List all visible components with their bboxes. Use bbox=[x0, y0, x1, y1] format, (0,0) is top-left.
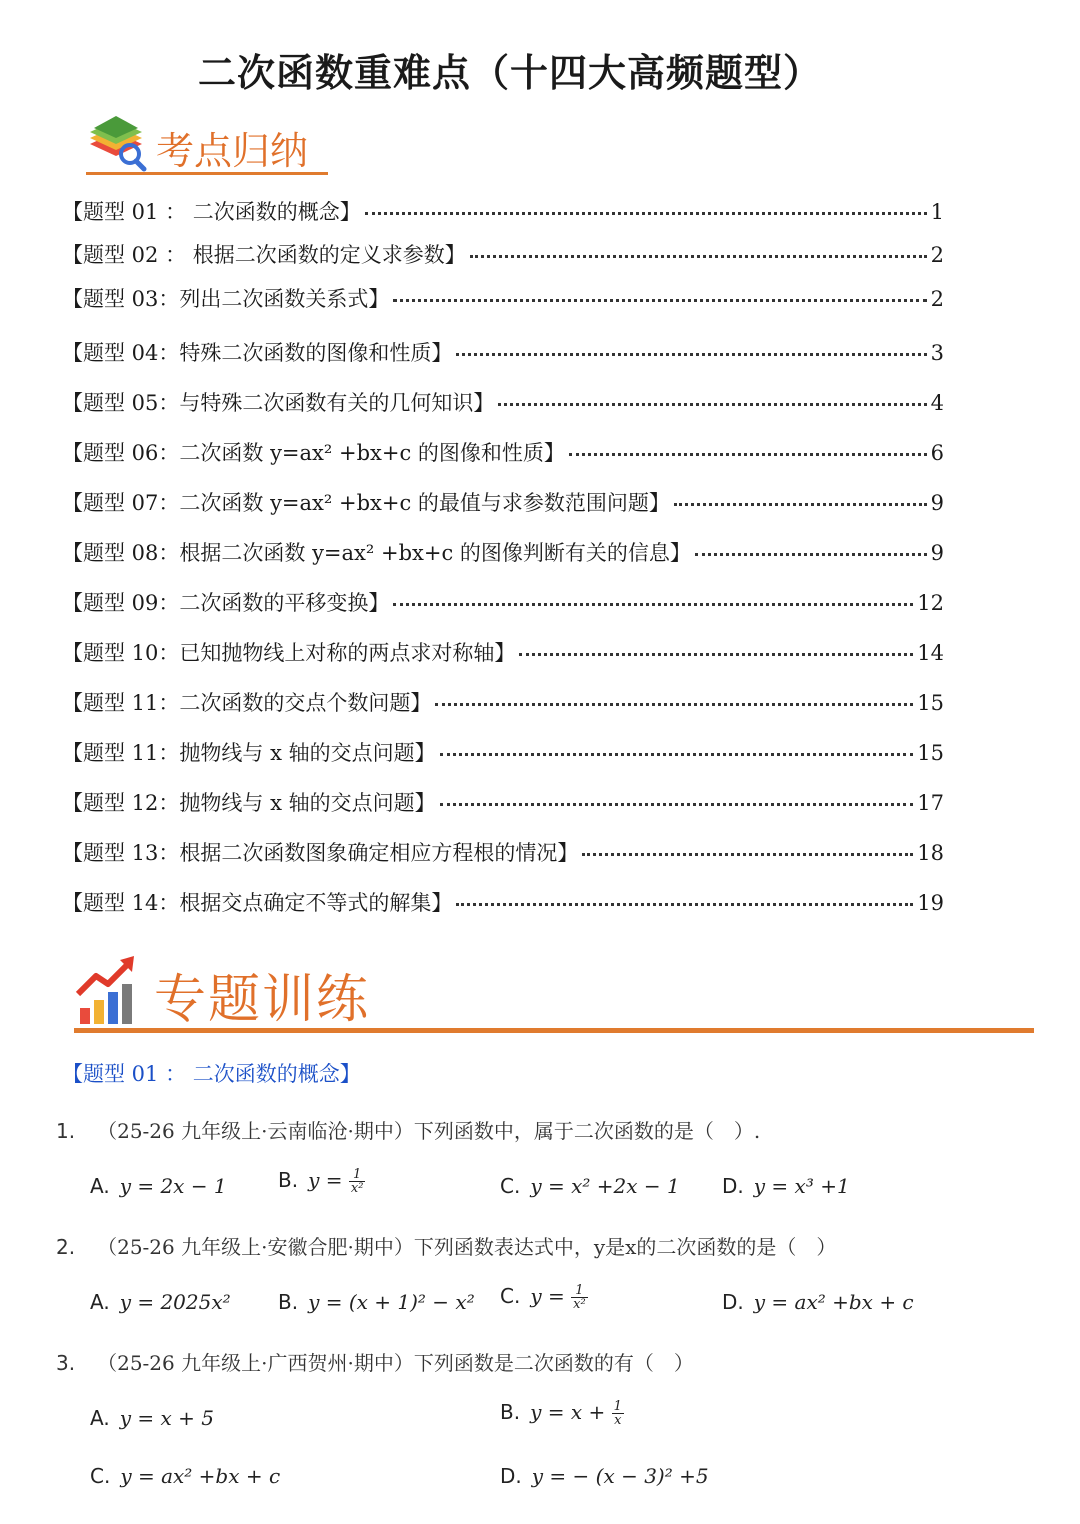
option-3b: B. y = x + $\frac{1}{x}$ bbox=[500, 1399, 622, 1428]
toc-page-number: 2 bbox=[930, 243, 944, 267]
toc-entry[interactable] bbox=[62, 239, 944, 269]
toc-page-number: 1 bbox=[930, 200, 944, 224]
toc-page-number: 17 bbox=[917, 791, 944, 815]
books-magnifier-icon bbox=[86, 114, 148, 172]
toc-entry-title: 【题型 03：列出二次函数关系式】 bbox=[62, 287, 390, 311]
fraction: $\frac{1}{x}$ bbox=[613, 1399, 622, 1428]
question-number: 3. bbox=[56, 1351, 76, 1375]
section-title-summary: 考点归纳 bbox=[156, 129, 309, 173]
toc-entry[interactable] bbox=[62, 437, 944, 467]
toc-page-number: 9 bbox=[930, 491, 944, 515]
option-3a: A. y = x + 5 bbox=[90, 1406, 214, 1430]
toc-entry-title: 【题型 12：抛物线与 x 轴的交点问题】 bbox=[62, 791, 436, 815]
toc-leader-dots bbox=[435, 703, 913, 706]
toc-entry[interactable] bbox=[62, 637, 944, 667]
toc-entry-title: 【题型 11：抛物线与 x 轴的交点问题】 bbox=[62, 741, 436, 765]
option-1b: B. y = $\frac{1}{\text{x²}}$ bbox=[278, 1167, 364, 1196]
toc-entry[interactable] bbox=[62, 387, 944, 417]
toc-entry-title: 【题型 06：二次函数 y=ax² +bx+c 的图像和性质】 bbox=[62, 441, 565, 465]
toc-entry-title: 【题型 08：根据二次函数 y=ax² +bx+c 的图像判断有关的信息】 bbox=[62, 541, 691, 565]
toc-page-number: 9 bbox=[930, 541, 944, 565]
option-3c: C. y = ax² +bx + c bbox=[90, 1464, 281, 1488]
toc-leader-dots bbox=[393, 299, 926, 302]
option-2b: B. y = (x + 1)² − x² bbox=[278, 1290, 475, 1314]
toc-leader-dots bbox=[674, 503, 927, 506]
toc-entry[interactable] bbox=[62, 787, 944, 817]
question-text: （25-26 九年级上·云南临沧·期中）下列函数中，属于二次函数的是（ ）. bbox=[97, 1119, 761, 1143]
toc-leader-dots bbox=[569, 453, 927, 456]
toc-entry-title: 【题型 13：根据二次函数图象确定相应方程根的情况】 bbox=[62, 841, 579, 865]
type-heading: 【题型 01 ： 二次函数的概念】 bbox=[62, 1062, 361, 1086]
toc-entry-title: 【题型 09：二次函数的平移变换】 bbox=[62, 591, 390, 615]
option-1d: D. y = x³ +1 bbox=[722, 1174, 850, 1198]
toc-page-number: 14 bbox=[917, 641, 944, 665]
option-3d: D. y = − (x − 3)² +5 bbox=[500, 1464, 709, 1488]
toc-page-number: 3 bbox=[930, 341, 944, 365]
question-3 bbox=[56, 1347, 694, 1376]
toc-page-number: 15 bbox=[917, 691, 944, 715]
toc-entry[interactable] bbox=[62, 737, 944, 767]
toc-entry-title: 【题型 01 ： 二次函数的概念】 bbox=[62, 200, 361, 224]
toc-entry-title: 【题型 14：根据交点确定不等式的解集】 bbox=[62, 891, 453, 915]
toc-entry[interactable] bbox=[62, 337, 944, 367]
toc-leader-dots bbox=[440, 803, 914, 806]
toc-leader-dots bbox=[365, 212, 927, 215]
toc-entry[interactable] bbox=[62, 537, 944, 567]
toc-page-number: 18 bbox=[917, 841, 944, 865]
option-2c: C. y = $\frac{1}{\text{x²}}$ bbox=[500, 1283, 586, 1312]
option-2a: A. y = 2025x² bbox=[90, 1290, 231, 1314]
toc-page-number: 12 bbox=[917, 591, 944, 615]
question-1 bbox=[56, 1115, 760, 1144]
rising-chart-icon bbox=[74, 954, 140, 1028]
toc-entry[interactable] bbox=[62, 487, 944, 517]
toc-entry[interactable] bbox=[62, 283, 944, 313]
toc-entry[interactable] bbox=[62, 887, 944, 917]
toc-entry-title: 【题型 07：二次函数 y=ax² +bx+c 的最值与求参数范围问题】 bbox=[62, 491, 670, 515]
toc-leader-dots bbox=[470, 255, 927, 258]
toc-entry-title: 【题型 05：与特殊二次函数有关的几何知识】 bbox=[62, 391, 495, 415]
toc-page-number: 6 bbox=[930, 441, 944, 465]
toc-leader-dots bbox=[498, 403, 926, 406]
toc-page-number: 2 bbox=[930, 287, 944, 311]
toc-entry[interactable] bbox=[62, 196, 944, 226]
toc-entry-title: 【题型 02 ： 根据二次函数的定义求参数】 bbox=[62, 243, 466, 267]
fraction: $\frac{1}{\text{x²}}$ bbox=[350, 1167, 364, 1196]
toc-leader-dots bbox=[456, 353, 926, 356]
toc-leader-dots bbox=[456, 903, 913, 906]
toc-leader-dots bbox=[519, 653, 913, 656]
question-2 bbox=[56, 1231, 836, 1260]
toc-entry[interactable] bbox=[62, 587, 944, 617]
question-text: （25-26 九年级上·广西贺州·期中）下列函数是二次函数的有（ ） bbox=[97, 1351, 694, 1375]
section-header-summary bbox=[86, 108, 328, 175]
question-number: 2. bbox=[56, 1235, 76, 1259]
question-number: 1. bbox=[56, 1119, 76, 1143]
question-text: （25-26 九年级上·安徽合肥·期中）下列函数表达式中，y是x的二次函数的是（ ） bbox=[97, 1235, 837, 1259]
page-title: 二次函数重难点（十四大高频题型） bbox=[197, 51, 822, 95]
toc-page-number: 15 bbox=[917, 741, 944, 765]
toc-leader-dots bbox=[695, 553, 927, 556]
toc-entry-title: 【题型 11：二次函数的交点个数问题】 bbox=[62, 691, 432, 715]
toc-entry-title: 【题型 04：特殊二次函数的图像和性质】 bbox=[62, 341, 453, 365]
toc-leader-dots bbox=[440, 753, 914, 756]
toc-page-number: 4 bbox=[930, 391, 944, 415]
section-header-training bbox=[74, 936, 1034, 1033]
option-1a: A. y = 2x − 1 bbox=[90, 1174, 227, 1198]
fraction: $\frac{1}{\text{x²}}$ bbox=[573, 1283, 586, 1312]
toc-page-number: 19 bbox=[917, 891, 944, 915]
option-2d: D. y = ax² +bx + c bbox=[722, 1290, 914, 1314]
toc-entry[interactable] bbox=[62, 687, 944, 717]
option-1c: C. y = x² +2x − 1 bbox=[500, 1174, 680, 1198]
toc-entry-title: 【题型 10：已知抛物线上对称的两点求对称轴】 bbox=[62, 641, 516, 665]
toc-entry[interactable] bbox=[62, 837, 944, 867]
toc-leader-dots bbox=[582, 853, 913, 856]
toc-leader-dots bbox=[393, 603, 913, 606]
section-title-training: 专题训练 bbox=[154, 970, 371, 1030]
